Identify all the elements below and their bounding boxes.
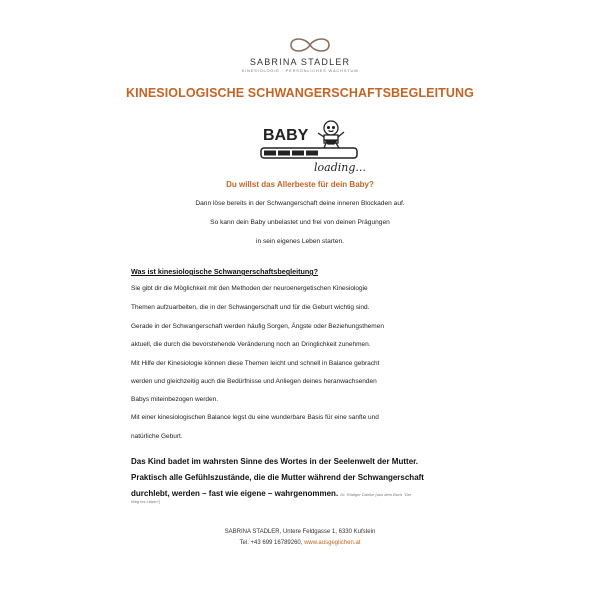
- logo-tagline: KINESIOLOGIE · PERSÖNLICHES WACHSTUM: [241, 68, 359, 73]
- body-line: Mit Hilfe der Kinesiologie können diese Themen leicht und schnell in Balance gebracht: [131, 360, 380, 367]
- body-line: Mit einer kinesiologischen Balance legst du eine wunderbare Basis für eine sanfte und: [131, 414, 379, 421]
- section-heading: Was ist kinesiologische Schwangerschaftsbegleitung?: [131, 267, 319, 276]
- quote-line: [131, 489, 411, 498]
- loading-text: loading...: [314, 161, 366, 174]
- baby-text: BABY: [263, 127, 309, 144]
- intro-line: in sein eigenes Leben starten.: [256, 238, 344, 245]
- body-line: Themen aufzuarbeiten, die in der Schwangerschaft und für die Geburt wichtig sind.: [131, 304, 370, 311]
- quote-citation: Dr. Rüdiger Dahlke (aus dem Buch "Der: [340, 492, 412, 497]
- quote-citation-continued: Weg ins Leben"): [131, 499, 161, 504]
- body-line: natürliche Geburt.: [131, 433, 183, 440]
- logo-infinity-icon: [285, 34, 335, 56]
- intro-line: So kann dein Baby unbelastet und frei von deinen Prägungen: [210, 219, 390, 226]
- logo-name: SABRINA STADLER: [249, 57, 351, 67]
- subheading: Du willst das Allerbeste für dein Baby?: [226, 180, 374, 189]
- footer-contact: [0, 540, 600, 546]
- body-line: Gerade in der Schwangerschaft werden häufig Sorgen, Ängste oder Beziehungsthemen: [131, 323, 384, 330]
- quote-line: Das Kind badet im wahrsten Sinne des Wortes in der Seelenwelt der Mutter.: [131, 457, 419, 466]
- loading-bar-segment: [278, 151, 290, 156]
- body-line: Babys miteinbezogen werden.: [131, 396, 219, 403]
- baby-icon: [318, 121, 344, 148]
- body-line: Sie gibt dir die Möglichkeit mit den Methoden der neuroenergetischen Kinesiologie: [131, 285, 368, 292]
- loading-bar-segment: [306, 151, 318, 156]
- footer-phone: Tel. +43 699 16789260,: [239, 540, 305, 546]
- baby-loading-illustration: [258, 118, 368, 176]
- quote-line-text: durchlebt, werden – fast wie eigene – wahrgenommen.: [131, 489, 339, 498]
- body-line: aktuell, die durch die bevorstehende Veränderung noch an Dringlichkeit zunehmen.: [131, 341, 371, 348]
- website-link[interactable]: www.ausgeglichen.at: [304, 540, 361, 546]
- footer-address: SABRINA STADLER, Untere Feldgasse 1, 6330 Kufstein: [224, 529, 376, 535]
- quote-line: Praktisch alle Gefühlszustände, die die Mutter während der Schwangerschaft: [131, 473, 424, 482]
- page-title: KINESIOLOGISCHE SCHWANGERSCHAFTSBEGLEITUNG: [126, 86, 474, 100]
- loading-bar-segment: [292, 151, 304, 156]
- loading-bar-segment: [264, 151, 276, 156]
- intro-line: Dann löse bereits in der Schwangerschaft deine inneren Blockaden auf.: [195, 200, 405, 207]
- body-line: werden und gleichzeitig auch die Bedürfnisse und Anliegen deines heranwachsenden: [131, 378, 377, 385]
